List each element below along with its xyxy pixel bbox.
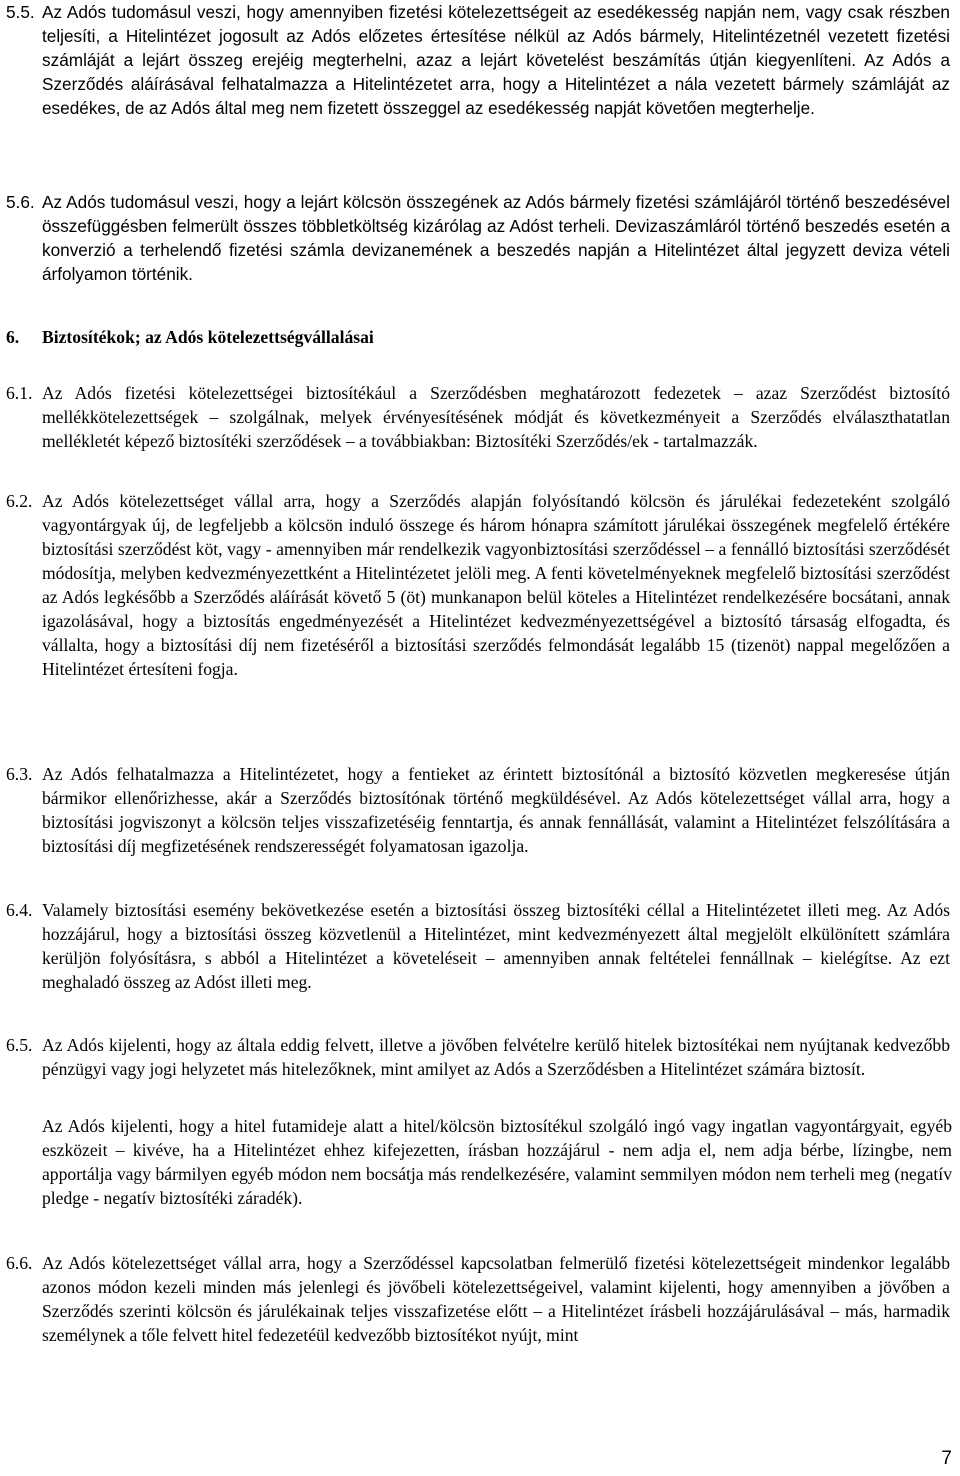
section-number: 6.1.: [6, 383, 33, 403]
section-5-5: [6, 0, 952, 120]
section-5-6: [6, 190, 952, 286]
heading-title: Biztosítékok; az Adós kötelezettségvállalásai: [42, 327, 374, 347]
section-6-2: [6, 489, 952, 681]
section-number: 6.2.: [6, 491, 33, 511]
section-heading-6: [6, 325, 374, 349]
section-number: 6.4.: [6, 900, 33, 920]
section-6-1: [6, 381, 952, 453]
section-number: 5.5.: [6, 2, 35, 22]
section-text: Az Adós kötelezettséget vállal arra, hogy a Szerződéssel kapcsolatban felmerülő fizetési kötelezettségeit mindenkor legalább azonos módon kezeli minden más jelenlegi és jövőbeli kötelezettségeivel, valamint kijelenti, hogy amennyiben a jövőben a Szerződés szerinti kölcsön és járulékainak teljes visszafizetése előtt – a Hitelintézet írásbeli hozzájárulásával – más, harmadik személynek a tőle felvett hitel fedezetéül kedvezőbb biztosítékot nyújt, mint: [42, 1253, 950, 1345]
heading-number: 6.: [6, 327, 20, 347]
section-6-6: [6, 1251, 952, 1347]
section-number: 6.6.: [6, 1253, 33, 1273]
section-text: Az Adós kijelenti, hogy a hitel futamideje alatt a hitel/kölcsön biztosítékul szolgáló ingó vagy ingatlan vagyontárgyait, egyéb eszközeit – kivéve, ha a Hitelintézet ehhez kifejezetten, írásban hozzájárul - nem adja el, nem adja bérbe, lízingbe, nem apportálja vagy bármilyen egyéb módon nem bocsátja más rendelkezésére, valamint semmilyen módon nem terheli meg (negatív pledge - negatív biztosítéki záradék).: [42, 1116, 952, 1208]
section-text: Az Adós kijelenti, hogy az általa eddig felvett, illetve a jövőben felvételre kerülő hitelek biztosítékai nem nyújtanak kedvezőbb pénzügyi vagy jogi helyzetet más hitelezőknek, mint amilyet az Adós a Szerződésben a Hitelintézet számára biztosít.: [42, 1035, 950, 1079]
section-number: 6.5.: [6, 1035, 33, 1055]
section-text: Az Adós tudomásul veszi, hogy amennyiben fizetési kötelezettségeit az esedékesség napján nem, vagy csak részben teljesíti, a Hitelintézet jogosult az Adós előzetes értesítése nélkül az Adós bármely, Hitelintézetnél vezetett fizetési számláját a lejárt összeg erejéig megterhelni, azaz a lejárt követelést beszámítás útján kiegyenlíteni. Az Adós a Szerződés aláírásával felhatalmazza a Hitelintézetet arra, hogy a Hitelintézet a nála vezetett bármely számláját az esedékes, de az Adós által meg nem fizetett összeggel az esedékesség napját követően megterhelje.: [42, 2, 950, 118]
page-number: 7: [941, 1448, 952, 1469]
section-text: Valamely biztosítási esemény bekövetkezése esetén a biztosítási összeg biztosítéki céllal a Hitelintézetet illeti meg. Az Adós hozzájárul, hogy a biztosítási összeg közvetlenül a Hitelintézet, mint kedvezményezett által megjelölt elkülönített számlára kerüljön folyósításra, s abból a Hitelintézet a követeléseit – amennyiben annak feltételei fennállnak – kielégítse. Az ezt meghaladó összeg az Adóst illeti meg.: [42, 900, 950, 992]
section-6-5: [6, 1033, 952, 1081]
section-text: Az Adós tudomásul veszi, hogy a lejárt kölcsön összegének az Adós bármely fizetési számlájáról történő beszedésével összefüggésben felmerült összes többletköltség kizárólag az Adóst terheli. Devizaszámláról történő beszedés esetén a konverzió a terhelendő fizetési számla devizanemének a beszedés napján a Hitelintézet által jegyzett deviza vételi árfolyamon történik.: [42, 192, 950, 284]
section-6-3: [6, 762, 952, 858]
section-number: 6.3.: [6, 764, 33, 784]
section-number: 5.6.: [6, 192, 35, 212]
section-text: Az Adós fizetési kötelezettségei biztosítékául a Szerződésben meghatározott fedezetek – azaz Szerződést biztosító mellékkötelezettségek – szolgálnak, melyek érvényesítésének módját és következményeit a Szerződés elválaszthatatlan mellékletét képező biztosítéki szerződések – a továbbiakban: Biztosítéki Szerződés/ek - tartalmazzák.: [42, 383, 950, 451]
section-6-4: [6, 898, 952, 994]
section-text: Az Adós kötelezettséget vállal arra, hogy a Szerződés alapján folyósítandó kölcsön és járulékai fedezeteként szolgáló vagyontárgyak új, de legfeljebb a kölcsön induló összege és három hónapra számított járulékai összegének megfelelő értékére biztosítási szerződést köt, vagy - amennyiben már rendelkezik vagyonbiztosítási szerződéssel – a fennálló biztosítási szerződését módosítja, melyben kedvezményezettként a Hitelintézetet jelöli meg. A fenti követelményeknek megfelelő biztosítási szerződést az Adós legkésőbb a Szerződés aláírását követő 5 (öt) munkanapon belül köteles a Hitelintézet rendelkezésére bocsátani, annak igazolásával, hogy a biztosítás engedményezését a Hitelintézet kedvezményezettségével a biztosító társaság elfogadta, és vállalta, hogy a biztosítási díj nem fizetéséről a biztosítási szerződés felmondását legalább 15 (tizenöt) nappal megelőzően a Hitelintézet értesíteni fogja.: [42, 491, 950, 679]
section-6-5-continuation: [42, 1114, 952, 1210]
section-text: Az Adós felhatalmazza a Hitelintézetet, hogy a fentieket az érintett biztosítónál a biztosító közvetlen megkeresése útján bármikor ellenőrizhesse, akár a Szerződés biztosítónak történő megküldésével. Az Adós kötelezettséget vállal arra, hogy a biztosítási jogviszonyt a kölcsön teljes visszafizetéséig fenntartja, és annak fennállását, valamint a Hitelintézet felszólítására a biztosítási díj megfizetésének rendszerességét folyamatosan igazolja.: [42, 764, 950, 856]
